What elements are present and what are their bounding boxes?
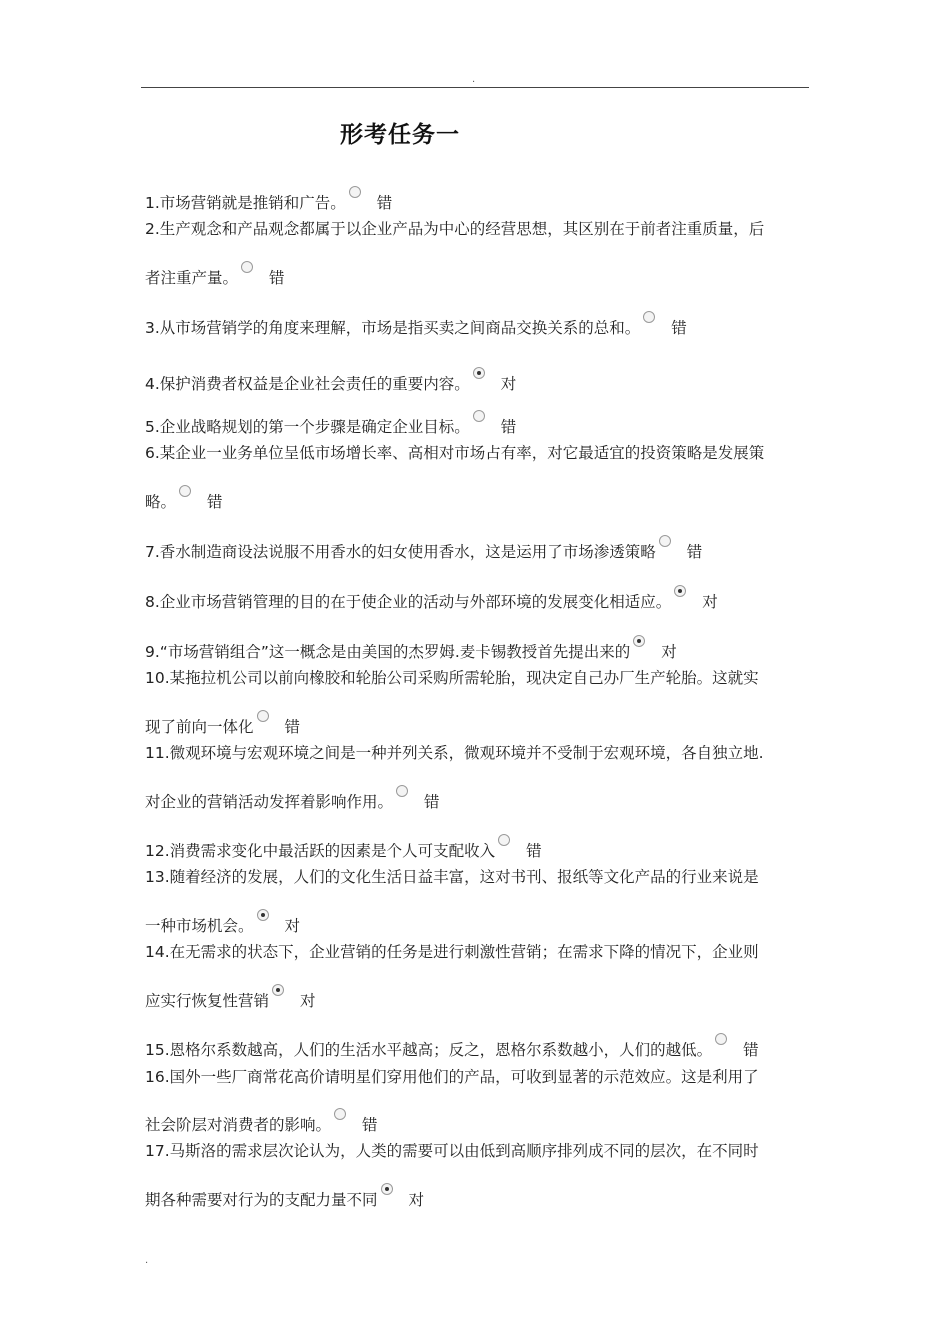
answer-label: 错	[526, 842, 542, 860]
radio-unselected-icon[interactable]	[241, 261, 253, 273]
radio-selected-icon[interactable]	[473, 367, 485, 379]
answer-label: 错	[424, 793, 440, 811]
question-text: 7.香水制造商设法说服不用香水的妇女使用香水，这是运用了市场渗透策略	[145, 543, 656, 561]
answer-label: 错	[671, 319, 687, 337]
radio-selected-icon[interactable]	[674, 585, 686, 597]
question-text: 8.企业市场营销管理的目的在于使企业的活动与外部环境的发展变化相适应。	[145, 593, 672, 611]
question-text: 1.市场营销就是推销和广告。	[145, 194, 346, 212]
question-line	[145, 710, 813, 737]
question-line	[145, 367, 813, 394]
question-text: 社会阶层对消费者的影响。	[145, 1116, 332, 1134]
answer-label: 对	[702, 593, 718, 611]
question-line	[145, 186, 813, 213]
radio-unselected-icon[interactable]	[396, 785, 408, 797]
answer-label: 错	[376, 194, 393, 212]
answer-label: 错	[207, 493, 223, 511]
answer-label: 对	[408, 1191, 425, 1209]
question-text: 17.马斯洛的需求层次论认为，人类的需要可以由低到高顺序排列成不同的层次，在不同时	[145, 1142, 759, 1160]
question-line	[145, 785, 813, 812]
answer-label: 错	[284, 718, 301, 736]
answer-label: 错	[362, 1116, 378, 1134]
question-line	[145, 443, 813, 463]
question-line	[145, 1183, 813, 1210]
question-text: 10.某拖拉机公司以前向橡胶和轮胎公司采购所需轮胎，现决定自己办厂生产轮胎。这就实	[145, 669, 759, 687]
radio-selected-icon[interactable]	[633, 635, 645, 647]
answer-label: 对	[661, 643, 677, 661]
question-text: 12.消费需求变化中最活跃的因素是个人可支配收入	[145, 842, 496, 860]
question-line	[145, 743, 813, 763]
radio-unselected-icon[interactable]	[179, 485, 191, 497]
page-title: 形考任务一	[340, 122, 460, 148]
question-text: 者注重产量。	[145, 269, 239, 287]
answer-label: 错	[743, 1041, 759, 1059]
question-text: 14.在无需求的状态下，企业营销的任务是进行刺激性营销；在需求下降的情况下，企业则	[145, 943, 759, 961]
question-line	[145, 834, 813, 861]
question-line	[145, 909, 813, 936]
question-text: 略。	[145, 493, 177, 511]
answer-label: 错	[686, 543, 703, 561]
question-line	[145, 1108, 813, 1135]
question-text: 15.恩格尔系数越高，人们的生活水平越高；反之，恩格尔系数越小，人们的越低。	[145, 1041, 713, 1059]
question-text: 期各种需要对行为的支配力量不同	[145, 1191, 378, 1209]
question-text: 6.某企业一业务单位呈低市场增长率、高相对市场占有率，对它最适宜的投资策略是发展策	[145, 444, 765, 462]
question-text: 应实行恢复性营销	[145, 992, 270, 1010]
radio-unselected-icon[interactable]	[349, 186, 361, 198]
footer-dot: .	[145, 1255, 149, 1266]
question-line	[145, 1033, 813, 1060]
radio-unselected-icon[interactable]	[334, 1108, 346, 1120]
question-line	[145, 867, 813, 887]
question-text: 4.保护消费者权益是企业社会责任的重要内容。	[145, 375, 470, 393]
question-text: 13.随着经济的发展，人们的文化生活日益丰富，这对书刊、报纸等文化产品的行业来说是	[145, 868, 759, 886]
header-rule	[141, 87, 809, 88]
question-text: 现了前向一体化	[145, 718, 254, 736]
radio-unselected-icon[interactable]	[643, 311, 655, 323]
question-line	[145, 410, 813, 437]
radio-unselected-icon[interactable]	[257, 710, 269, 722]
radio-selected-icon[interactable]	[257, 909, 269, 921]
answer-label: 对	[284, 917, 301, 935]
question-text: 对企业的营销活动发挥着影响作用。	[145, 793, 394, 811]
header-dot: .	[472, 74, 476, 85]
question-line	[145, 485, 813, 512]
question-line	[145, 585, 813, 612]
radio-selected-icon[interactable]	[272, 984, 284, 996]
answer-label: 对	[500, 375, 517, 393]
radio-unselected-icon[interactable]	[715, 1033, 727, 1045]
question-text: 5.企业战略规划的第一个步骤是确定企业目标。	[145, 418, 470, 436]
question-line	[145, 635, 813, 662]
question-text: 16.国外一些厂商常花高价请明星们穿用他们的产品，可收到显著的示范效应。这是利用了	[145, 1068, 759, 1086]
question-text: 3.从市场营销学的角度来理解，市场是指买卖之间商品交换关系的总和。	[145, 319, 641, 337]
question-line	[145, 261, 813, 288]
question-text: 一种市场机会。	[145, 917, 254, 935]
question-line	[145, 219, 813, 239]
question-line	[145, 1141, 813, 1161]
question-line	[145, 984, 813, 1011]
radio-unselected-icon[interactable]	[659, 535, 671, 547]
radio-unselected-icon[interactable]	[473, 410, 485, 422]
answer-label: 错	[269, 269, 285, 287]
radio-unselected-icon[interactable]	[498, 834, 510, 846]
answer-label: 对	[300, 992, 316, 1010]
question-line	[145, 942, 813, 962]
question-line	[145, 311, 813, 338]
answer-label: 错	[500, 418, 517, 436]
question-text: 2.生产观念和产品观念都属于以企业产品为中心的经营思想，其区别在于前者注重质量，后	[145, 220, 765, 238]
radio-selected-icon[interactable]	[381, 1183, 393, 1195]
question-line	[145, 1067, 813, 1087]
question-text: 11.微观环境与宏观环境之间是一种并列关系，微观环境并不受制于宏观环境，各自独立地.	[145, 744, 764, 762]
question-text: 9.“市场营销组合”这一概念是由美国的杰罗姆.麦卡锡教授首先提出来的	[145, 643, 631, 661]
question-line	[145, 535, 813, 562]
question-line	[145, 668, 813, 688]
